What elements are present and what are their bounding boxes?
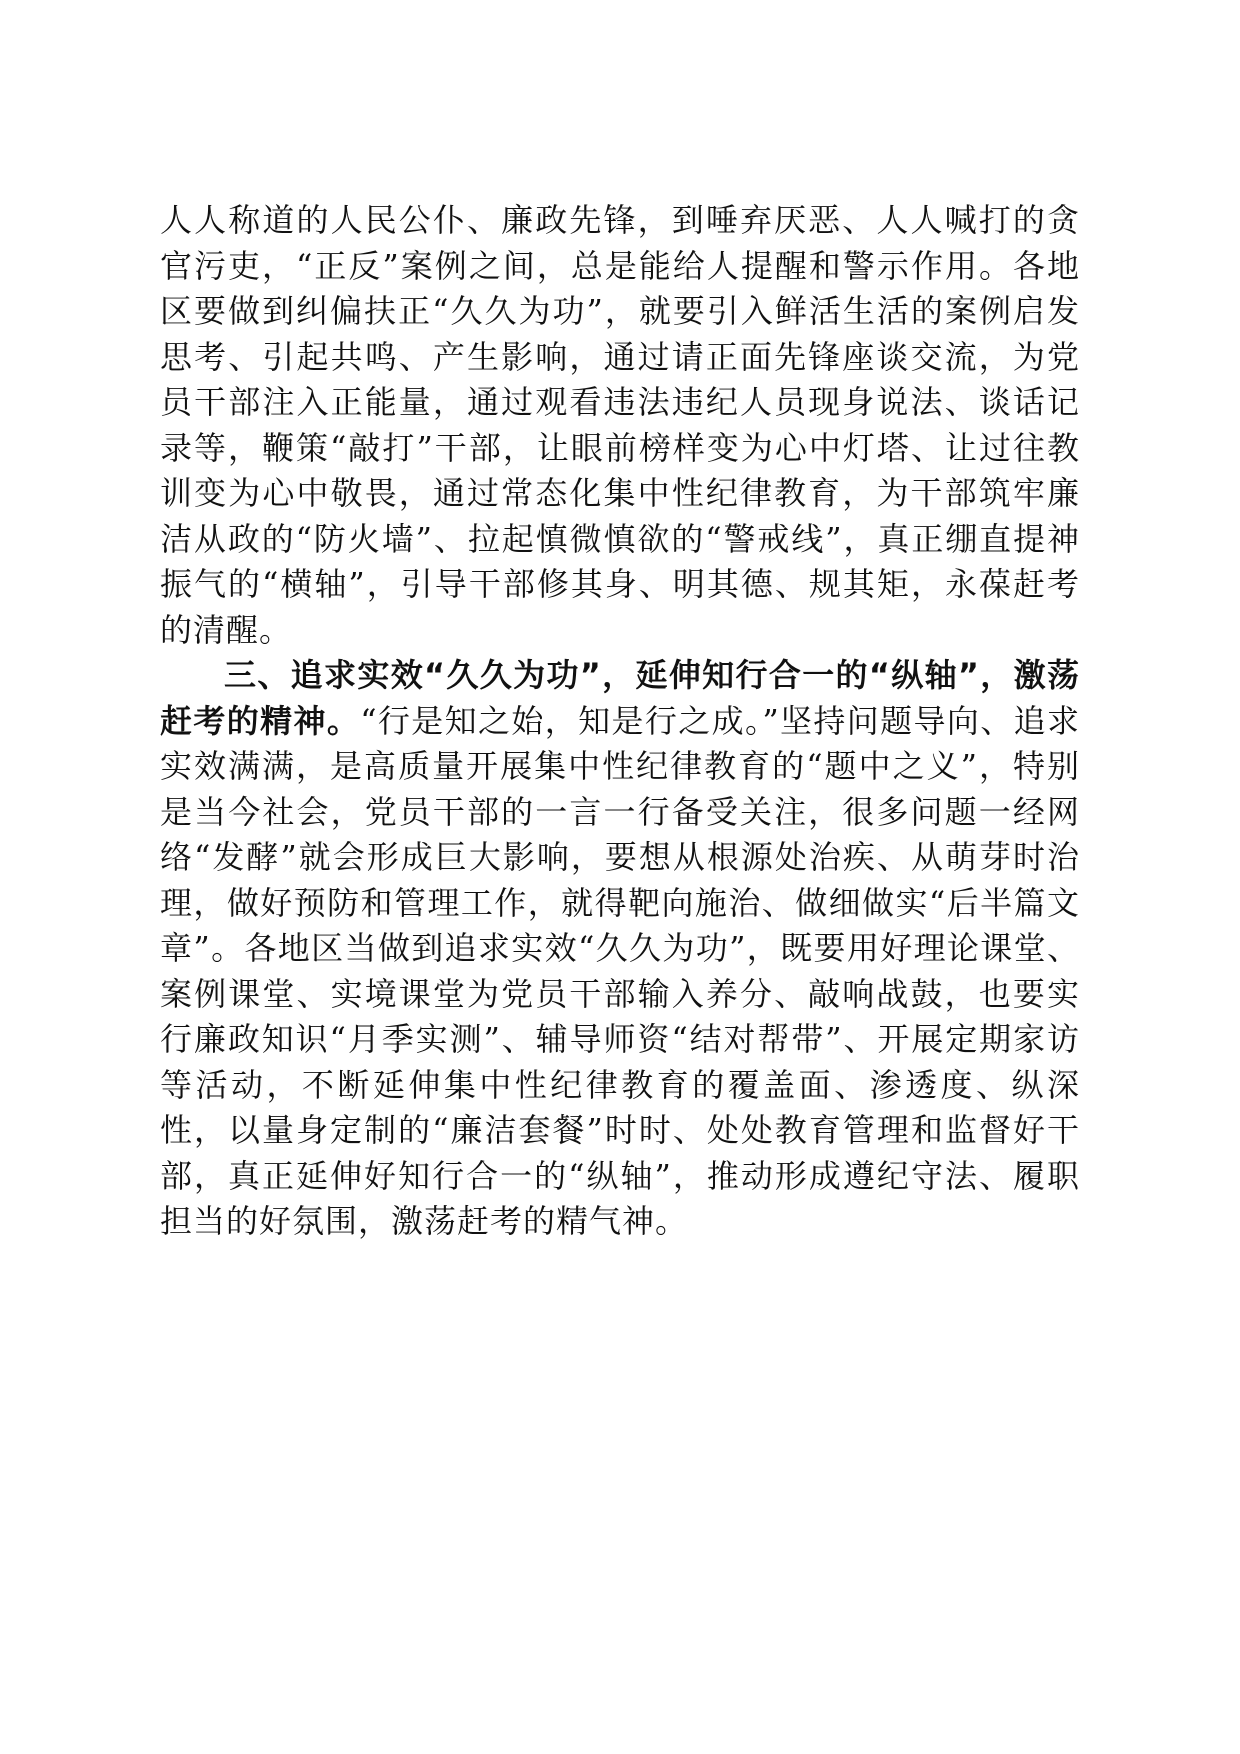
paragraph-text: 人人称道的人民公仆、廉政先锋，到唾弃厌恶、人人喊打的贪官污吏，“正反”案例之间，总是能给人提醒和警示作用。各地区要做到纠偏扶正“久久为功”，就要引入鲜活生活的案例启发思考、引起共鸣、产生影响，通过请正面先锋座谈交流，为党员干部注入正能量，通过观看违法违纪人员现身说法、谈话记录等，鞭策“敲打”干部，让眼前榜样变为心中灯塔、让过往教训变为心中敬畏，通过常态化集中性纪律教育，为干部筑牢廉洁从政的“防火墙”、拉起慎微慎欲的“警戒线”，真正绷直提神振气的“横轴”，引导干部修其身、明其德、规其矩，永葆赶考的清醒。	[160, 201, 1080, 649]
document-body	[160, 198, 1080, 1245]
paragraph-section-three	[160, 653, 1080, 1245]
paragraph-continued	[160, 198, 1080, 653]
section-heading: 三、追求实效“久久为功”，延伸知行合一的“纵轴”，激荡赶考的精神。	[160, 656, 1080, 740]
paragraph-text: “行是知之始，知是行之成。”坚持问题导向、追求实效满满，是高质量开展集中性纪律教育的“题中之义”，特别是当今社会，党员干部的一言一行备受关注，很多问题一经网络“发酵”就会形成巨大影响，要想从根源处治疾、从萌芽时治理，做好预防和管理工作，就得靶向施治、做细做实“后半篇文章”。各地区当做到追求实效“久久为功”，既要用好理论课堂、案例课堂、实境课堂为党员干部输入养分、敲响战鼓，也要实行廉政知识“月季实测”、辅导师资“结对帮带”、开展定期家访等活动，不断延伸集中性纪律教育的覆盖面、渗透度、纵深性，以量身定制的“廉洁套餐”时时、处处教育管理和监督好干部，真正延伸好知行合一的“纵轴”，推动形成遵纪守法、履职担当的好氛围，激荡赶考的精气神。	[160, 701, 1080, 1240]
